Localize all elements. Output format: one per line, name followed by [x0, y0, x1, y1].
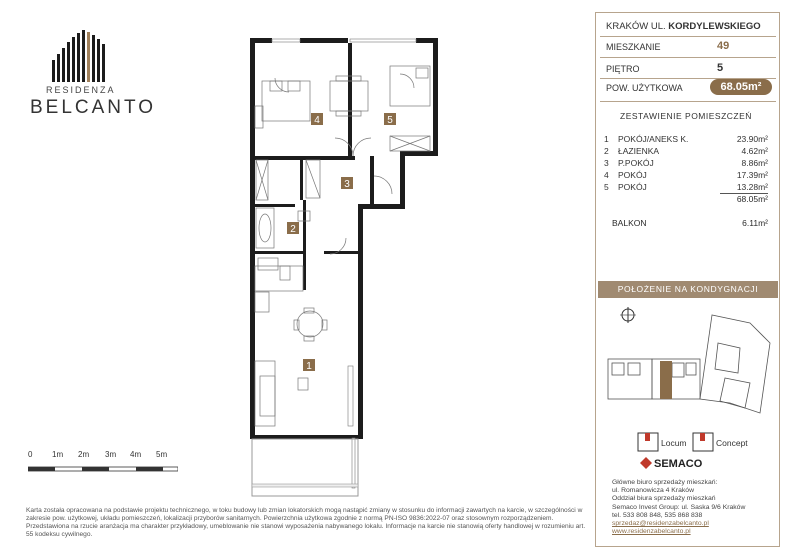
floor-plan: [240, 36, 440, 498]
compass-icon: [620, 307, 636, 323]
room-row: 1 POKÓJ/ANEKS K. 23.90m²: [604, 134, 768, 144]
scale-label-0: 0: [28, 450, 33, 459]
room-number-1: 1: [306, 361, 312, 372]
room-number-3: 3: [344, 179, 350, 190]
balcony-value: 6.11m²: [742, 218, 768, 228]
floor-label: PIĘTRO: [606, 64, 640, 74]
semaco-logo-icon: [640, 457, 652, 469]
brand-subtitle: RESIDENZA: [46, 85, 116, 95]
belcanto-logo-icon: [50, 30, 110, 82]
contact-info: Główne biuro sprzedaży mieszkań: ul. Romanowicza 4 Kraków Oddział biura sprzedaży mieszkań Semaco Invest Group: ul. Saska 9/6 Kraków tel. 533 808 848, 535 868 838 sprzedaz@residenzabelcanto.pl www.residenzabelcanto.pl: [612, 479, 782, 536]
area-label: POW. UŻYTKOWA: [606, 83, 683, 93]
room-number-4: 4: [314, 115, 320, 126]
website-link[interactable]: www.residenzabelcanto.pl: [612, 528, 691, 536]
scale-label-5m: 5m: [156, 450, 168, 459]
concept-label: Concept: [716, 438, 748, 448]
room-row: 2 ŁAZIENKA 4.62m²: [604, 146, 768, 156]
area-badge: 68.05m²: [710, 79, 772, 95]
room-row: 4 POKÓJ 17.39m²: [604, 170, 768, 180]
location-banner: POŁOŻENIE NA KONDYGNACJI: [598, 281, 778, 298]
rooms-total: 68.05m²: [736, 194, 768, 204]
apartment-value: 49: [717, 40, 730, 52]
disclaimer-text: Karta została opracowana na podstawie projektu technicznego, w toku budowy lub zmian lokatorskich mogą nastąpić zmiany w stosunku do informacji zawartych na karcie, w szczególności w zakresie pow. użytkowej, układu pomieszczeń, lokalizacji przyborów sanitarnych. Powierzchnia użytkowa zgodnie z normą PN-ISO 9836:2022-07 oraz stosownym rozporządzeniem. Przedstawiona na rzucie aranżacja ma charakter przykładowy, umeblowanie nie stanowi wyposażenia nabywanego lokalu. Informacje na karcie nie stanowią oferty handlowej w rozumieniu art. 55 kodeksu cywilnego.: [26, 507, 586, 539]
email-link[interactable]: sprzedaz@residenzabelcanto.pl: [612, 520, 709, 528]
concept-logo-icon: [692, 432, 714, 452]
balcony-label: BALKON: [612, 218, 647, 228]
scale-label-1m: 1m: [52, 450, 64, 459]
scale-label-4m: 4m: [130, 450, 142, 459]
rooms-title: ZESTAWIENIE POMIESZCZEŃ: [620, 111, 752, 121]
scale-bar: [22, 450, 182, 490]
floor-value: 5: [717, 62, 724, 74]
scale-label-2m: 2m: [78, 450, 90, 459]
locum-label: Locum: [661, 438, 687, 448]
address-street: KORDYLEWSKIEGO: [668, 21, 761, 32]
apartment-label: MIESZKANIE: [606, 42, 661, 52]
building-location-map: [600, 303, 776, 421]
room-row: 5 POKÓJ 13.28m²: [604, 182, 768, 192]
locum-logo-icon: [637, 432, 659, 452]
room-number-5: 5: [387, 115, 393, 126]
brand-title: BELCANTO: [30, 97, 157, 118]
room-row: 3 P.POKÓJ 8.86m²: [604, 158, 768, 168]
address: [606, 21, 761, 32]
semaco-wordmark: SEMACO: [654, 458, 703, 470]
room-number-2: 2: [290, 224, 296, 235]
address-prefix: KRAKÓW UL.: [606, 21, 666, 32]
scale-label-3m: 3m: [105, 450, 117, 459]
walls: [250, 38, 438, 439]
